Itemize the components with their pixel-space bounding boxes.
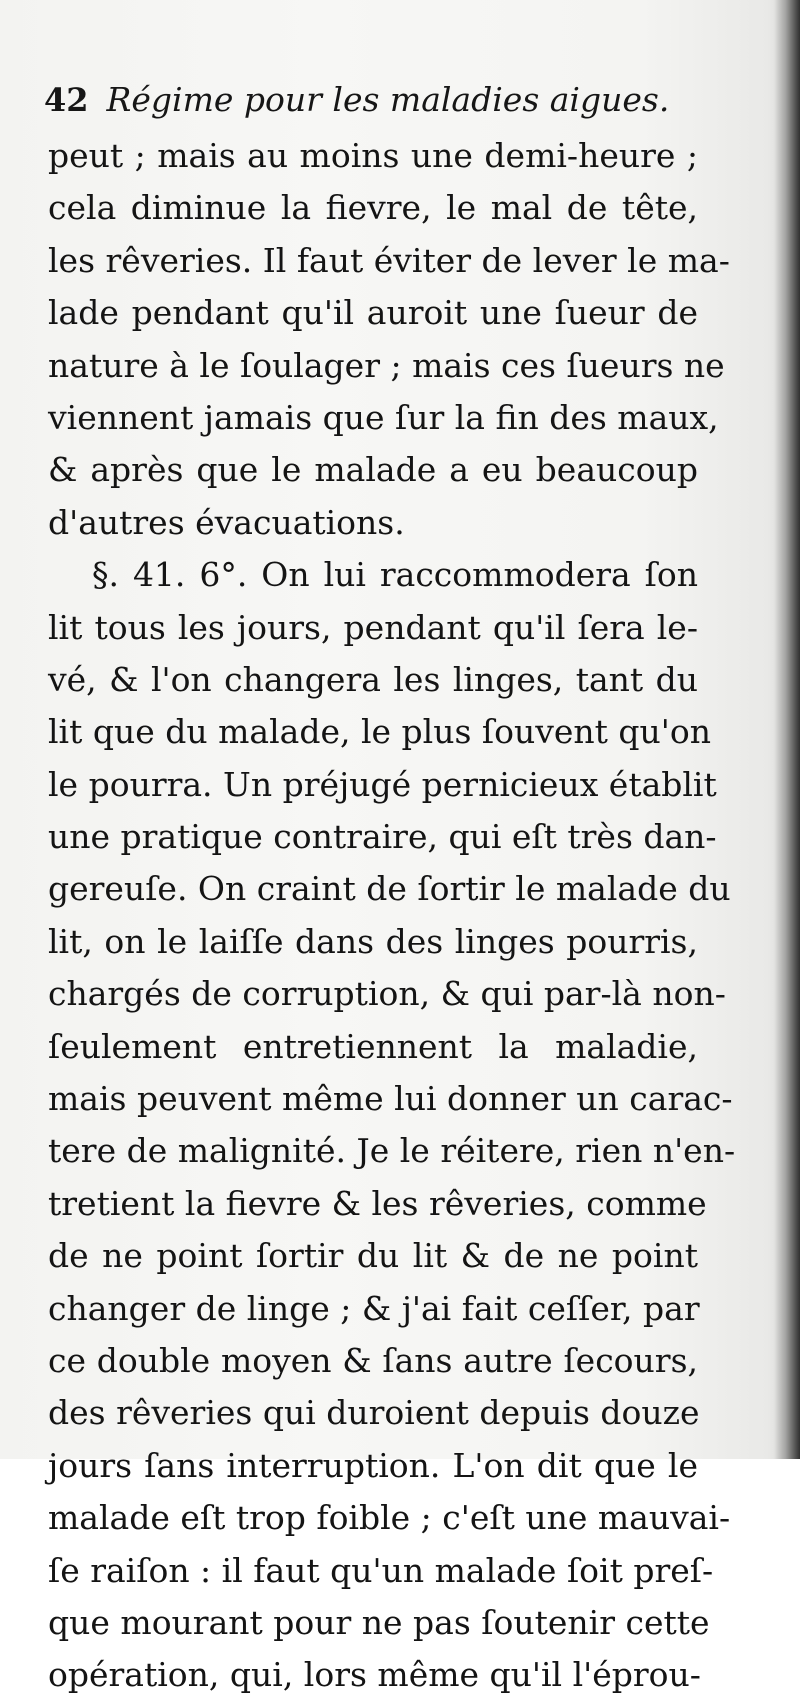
text-line: malade eſt trop foible ; c'eſt une mauvai- <box>48 1498 731 1538</box>
text-line: viennent jamais que ſur la fin des maux, <box>48 397 719 437</box>
text-line: des rêveries qui duroient depuis douze <box>48 1393 700 1433</box>
text-line: lit que du malade, le plus ſouvent qu'on <box>48 712 711 752</box>
text-line: mais peuvent même lui donner un carac- <box>48 1079 733 1119</box>
text-line: changer de linge ; & j'ai fait ceſſer, par <box>48 1288 700 1328</box>
text-line: chargés de corruption, & qui par-là non- <box>48 974 726 1014</box>
text-line: de ne point ſortir du lit & de ne point <box>48 1236 698 1276</box>
text-line: les rêveries. Il faut éviter de lever le ma- <box>48 240 730 280</box>
text-line: ſeulement entretiennent la maladie, <box>48 1026 698 1066</box>
text-line: lit tous les jours, pendant qu'il ſera le- <box>48 607 698 647</box>
paragraph-start-line: §. 41. 6°. On lui raccommodera ſon <box>92 555 698 595</box>
text-line: tretient la fievre & les rêveries, comme <box>48 1183 707 1223</box>
text-line: & après que le malade a eu beaucoup <box>48 450 698 490</box>
text-line: lit, on le laiſſe dans des linges pourris, <box>48 921 698 961</box>
text-line: vé, & l'on changera les linges, tant du <box>48 659 698 699</box>
body-text <box>48 130 736 1702</box>
page-number: 42 <box>44 81 89 119</box>
text-line: le pourra. Un préjugé pernicieux établit <box>48 764 717 804</box>
text-line: jours ſans interruption. L'on dit que le <box>48 1445 698 1485</box>
running-title: Régime pour les maladies aigues. <box>106 80 670 119</box>
text-line: tere de malignité. Je le réitere, rien n'en- <box>48 1131 736 1171</box>
page-gutter-shadow <box>774 0 800 1459</box>
text-line: que mourant pour ne pas ſoutenir cette <box>48 1602 710 1642</box>
text-line: peut ; mais au moins une demi-heure ; <box>48 136 698 175</box>
page-header <box>44 80 744 130</box>
text-line: nature à le ſoulager ; mais ces ſueurs ne <box>48 345 725 385</box>
text-line: lade pendant qu'il auroit une ſueur de <box>48 293 698 333</box>
text-line: ſe raiſon : il faut qu'un malade ſoit preſ- <box>48 1550 714 1590</box>
text-line: cela diminue la fievre, le mal de tête, <box>48 188 698 228</box>
text-line: d'autres évacuations. <box>48 502 405 542</box>
text-line: une pratique contraire, qui eſt très dan- <box>48 817 717 857</box>
text-line: opération, qui, lors même qu'il l'éprou- <box>48 1655 701 1695</box>
text-line: gereuſe. On craint de ſortir le malade du <box>48 869 731 909</box>
text-line: ce double moyen & ſans autre ſecours, <box>48 1340 698 1380</box>
